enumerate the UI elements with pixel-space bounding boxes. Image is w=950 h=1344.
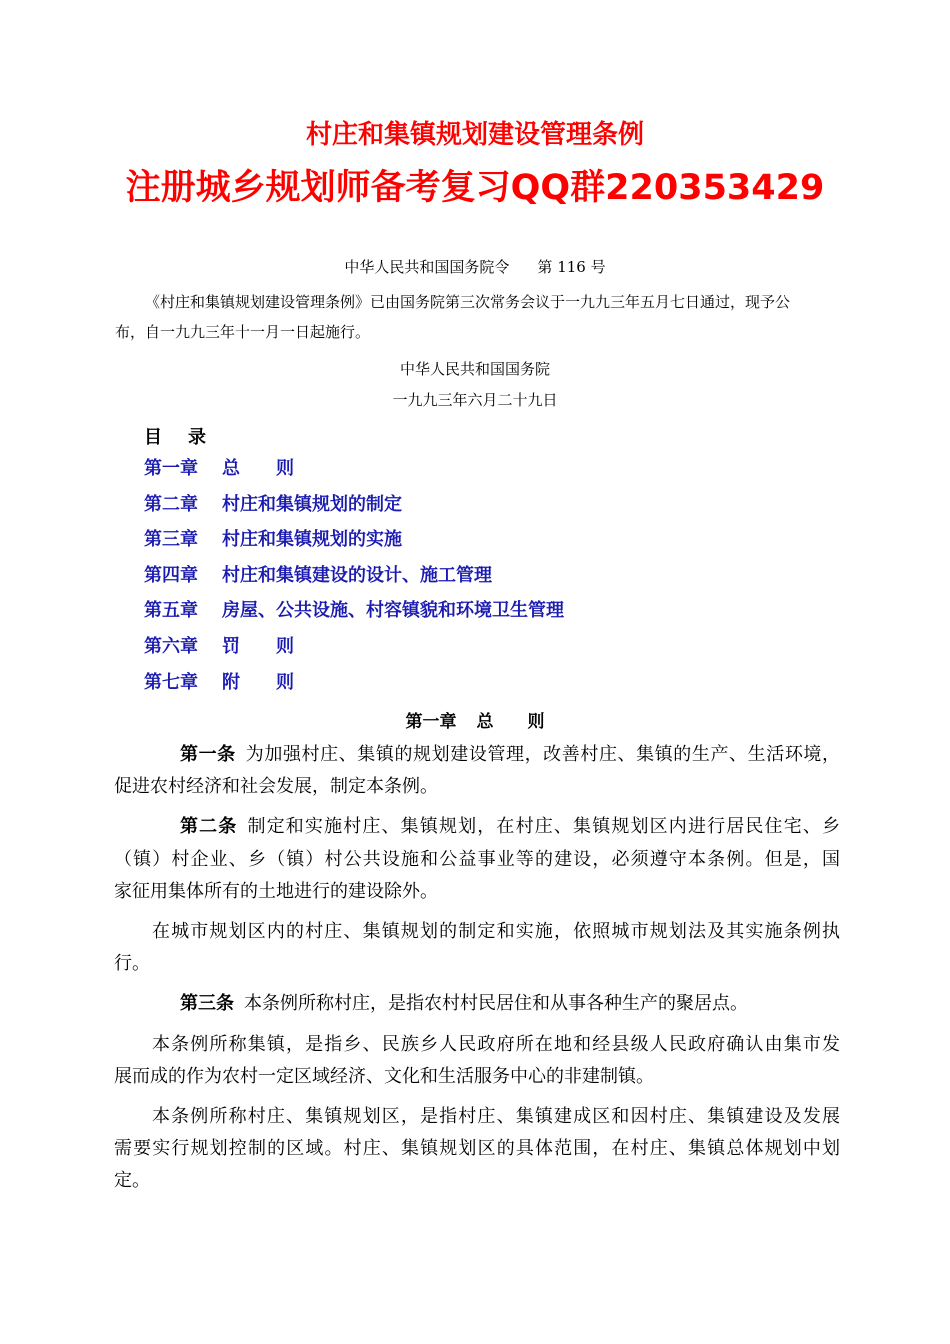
toc-heading: 目 录 xyxy=(144,427,206,448)
decree-issuer: 中华人民共和国国务院令 xyxy=(344,258,510,276)
toc-item[interactable] xyxy=(144,597,564,633)
toc-item[interactable] xyxy=(144,491,564,527)
toc-chapter-name[interactable]: 村庄和集镇规划的制定 xyxy=(222,493,402,515)
toc-chapter-name[interactable]: 总 则 xyxy=(222,458,294,479)
toc-item[interactable] xyxy=(144,562,564,598)
article-text: 促进农村经济和社会发展，制定本条例。 xyxy=(114,776,438,798)
promo-banner: 注册城乡规划师备考复习QQ群220353429 xyxy=(125,168,825,208)
toc-chapter-name[interactable]: 村庄和集镇建设的设计、施工管理 xyxy=(222,564,492,586)
toc-chapter-number[interactable]: 第一章 xyxy=(144,458,198,479)
toc-chapter-name[interactable]: 附 则 xyxy=(222,671,294,693)
chapter-body xyxy=(114,739,840,1197)
paragraph-text: 在城市规划区内的村庄、集镇规划的制定和实施，依照城市规划法及其实施条例执 xyxy=(152,920,840,942)
toc-item[interactable] xyxy=(144,526,564,562)
toc-chapter-name[interactable]: 房屋、公共设施、村容镇貌和环境卫生管理 xyxy=(222,600,564,622)
decree-intro-line: 布，自一九九三年十一月一日起施行。 xyxy=(115,323,371,341)
toc-chapter-number[interactable]: 第五章 xyxy=(144,600,198,622)
toc-item[interactable] xyxy=(144,633,564,669)
toc-item[interactable] xyxy=(144,669,564,705)
paragraph-text: 需要实行规划控制的区域。村庄、集镇规划区的具体范围，在村庄、集镇总体规划中划 xyxy=(114,1138,840,1160)
toc-chapter-number[interactable]: 第七章 xyxy=(144,671,198,693)
table-of-contents xyxy=(144,455,564,704)
article-text: 制定和实施村庄、集镇规划，在村庄、集镇规划区内进行居民住宅、乡 xyxy=(247,816,841,838)
toc-item[interactable] xyxy=(144,455,564,491)
article-label: 第三条 xyxy=(180,993,234,1015)
paragraph-text: 展而成的作为农村一定区域经济、文化和生活服务中心的非建制镇。 xyxy=(114,1065,654,1087)
toc-chapter-name[interactable]: 罚 则 xyxy=(222,635,294,657)
article-2 xyxy=(114,811,840,843)
decree-signature: 中华人民共和国国务院 xyxy=(399,360,550,378)
toc-chapter-number[interactable]: 第三章 xyxy=(144,529,198,551)
toc-chapter-number[interactable]: 第六章 xyxy=(144,635,198,657)
paragraph-text: 本条例所称集镇，是指乡、民族乡人民政府所在地和经县级人民政府确认由集市发 xyxy=(152,1033,840,1055)
toc-chapter-number[interactable]: 第二章 xyxy=(144,493,198,515)
document-title: 村庄和集镇规划建设管理条例 xyxy=(305,120,644,150)
decree-date: 一九九三年六月二十九日 xyxy=(392,391,558,409)
toc-chapter-name[interactable]: 村庄和集镇规划的实施 xyxy=(222,529,402,551)
article-3 xyxy=(114,988,840,1020)
decree-number: 第 116 号 xyxy=(537,258,606,276)
paragraph-text: 行。 xyxy=(114,953,150,975)
article-text: （镇）村企业、乡（镇）村公共设施和公益事业等的建设，必须遵守本条例。但是，国 xyxy=(114,848,840,870)
article-label: 第二条 xyxy=(180,816,238,838)
decree-intro-line: 《村庄和集镇规划建设管理条例》已由国务院第三次常务会议于一九九三年五月七日通过，现予公 xyxy=(145,293,791,311)
article-label: 第一条 xyxy=(180,744,236,765)
article-1 xyxy=(114,739,840,771)
article-text: 本条例所称村庄，是指农村村民居住和从事各种生产的聚居点。 xyxy=(244,993,748,1015)
paragraph-text: 本条例所称村庄、集镇规划区，是指村庄、集镇建成区和因村庄、集镇建设及发展 xyxy=(152,1105,840,1127)
decree-intro xyxy=(115,287,840,347)
decree-header xyxy=(0,256,950,277)
paragraph-text: 定。 xyxy=(114,1170,150,1192)
chapter-heading: 第一章 总 则 xyxy=(405,712,545,732)
toc-chapter-number[interactable]: 第四章 xyxy=(144,564,198,586)
article-text: 为加强村庄、集镇的规划建设管理，改善村庄、集镇的生产、生活环境， xyxy=(245,744,840,765)
article-text: 家征用集体所有的土地进行的建设除外。 xyxy=(114,880,438,902)
